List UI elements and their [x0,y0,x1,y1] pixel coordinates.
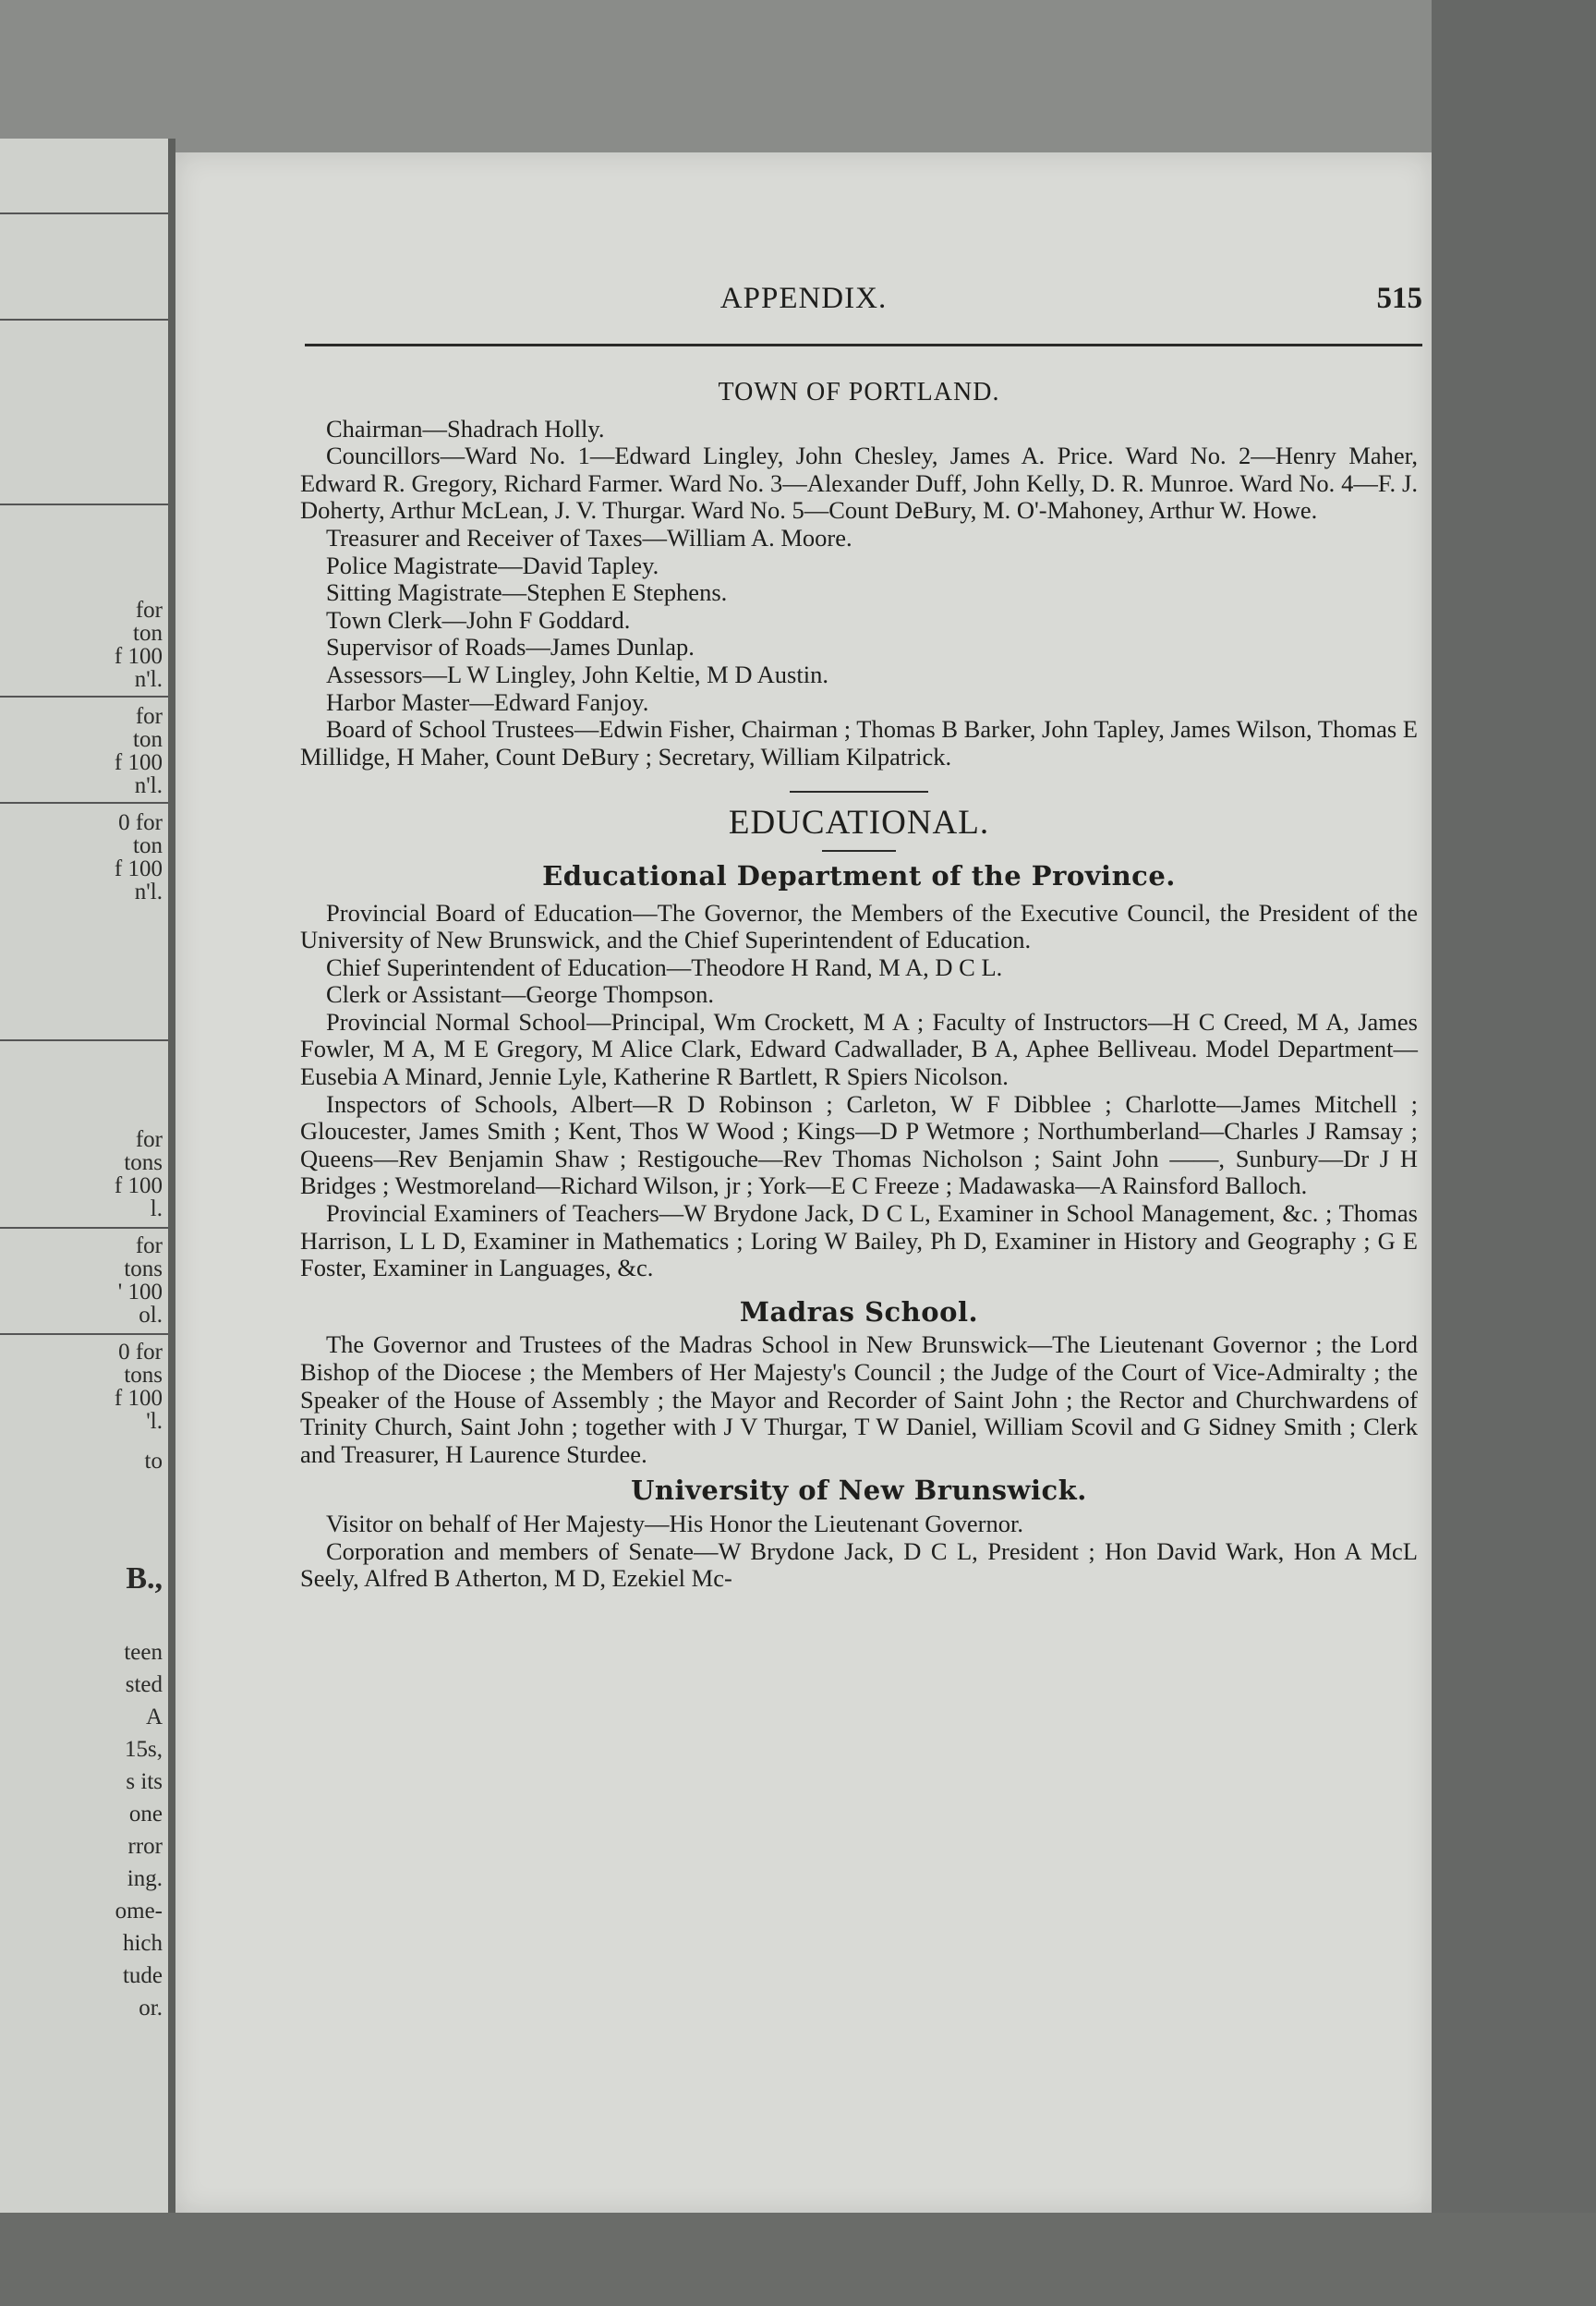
entry-councillors: Councillors—Ward No. 1—Edward Lingley, John Chesley, James A. Price. Ward No. 2—Henry Maher, Edward R. Gregory, Richard Farmer. Ward No. 3—Alexander Duff, John Kelly, D. R. Munroe. Ward No. 4—F. J. Doherty, Arthur McLean, J. V. Thurgar. Ward No. 5—Count DeBury, M. O'-Mahoney, Arthur W. Howe. [300,442,1418,525]
fragment-text: f 100 [114,750,163,775]
fragment-text: ton [133,833,163,858]
running-title: APPENDIX. [719,282,888,315]
fragment-text: l. [150,1196,163,1221]
fragment-text: n'l. [134,773,163,798]
section-title-educational: EDUCATIONAL. [728,804,990,843]
fragment-text: rror [127,1834,163,1859]
facing-page-rule [0,696,168,698]
fragment-text: or. [139,1996,163,2021]
book-page [175,152,1432,2213]
fragment-text: B., [126,1561,163,1596]
entry-sitting-magistrate: Sitting Magistrate—Stephen E Stephens. [326,578,728,607]
entry-school-trustees: Board of School Trustees—Edwin Fisher, Chairman ; Thomas B Barker, John Tapley, James Wilson, Thomas E Millidge, H Maher, Count DeBury ; Secretary, William Kilpatrick. [300,715,1418,771]
fragment-text: 0 for [118,810,163,835]
fragment-text: tude [122,1963,163,1988]
fragment-text: sted [125,1672,163,1697]
fragment-text: 0 for [118,1340,163,1365]
fragment-text: tons [124,1256,163,1281]
fragment-text: for [135,1233,163,1258]
fragment-text: ton [133,727,163,752]
facing-page-rule [0,802,168,804]
scan-backdrop [0,0,1596,157]
fragment-text: teen [124,1640,163,1665]
fragment-text: A [145,1705,163,1730]
fragment-text: 'l. [146,1409,163,1434]
fragment-text: one [128,1802,163,1827]
fragment-text: 15s, [125,1737,163,1762]
fragment-text: to [144,1449,163,1474]
fragment-text: f 100 [114,1386,163,1411]
facing-page-rule [0,212,168,214]
header-rule [305,344,1422,346]
fragment-text: f 100 [114,856,163,881]
entry-supervisor-roads: Supervisor of Roads—James Dunlap. [326,633,695,661]
fragment-text: hich [122,1931,163,1956]
entry-treasurer: Treasurer and Receiver of Taxes—William A. Moore. [326,523,852,552]
entry-madras-trustees: The Governor and Trustees of the Madras School in New Brunswick—The Lieutenant Governor ; the Lord Bishop of the Diocese ; the Members of Her Majesty's Council ; the Judge of the Court of Vice-Admiralty ; the Speaker of the House of Assembly ; the Mayor and Recorder of Saint John ; the Rector and Churchwardens of Trinity Church, Saint John ; together with J V Thurgar, T W Daniel, William Scovil and G Sidney Smith ; Clerk and Treasurer, H Laurence Sturdee. [300,1330,1418,1468]
book-gutter [168,139,175,2213]
fragment-text: for [135,1127,163,1152]
entry-clerk-assistant: Clerk or Assistant—George Thompson. [326,980,715,1009]
facing-page-rule [0,319,168,321]
entry-examiners: Provincial Examiners of Teachers—W Brydone Jack, D C L, Examiner in School Management, &c. ; Thomas Harrison, L L D, Examiner in Mathematics ; Loring W Bailey, Ph D, Examiner in History and Geography ; G E Foster, Examiner in Languages, &c. [300,1199,1418,1282]
fragment-text: s its [126,1769,163,1794]
fragment-text: ' 100 [117,1280,163,1305]
facing-page-rule [0,504,168,505]
entry-town-clerk: Town Clerk—John F Goddard. [326,605,631,634]
fragment-text: for [135,598,163,623]
section-divider [790,791,928,793]
page-number: 515 [1376,282,1422,315]
title-underline [822,850,896,852]
fragment-text: tons [124,1150,163,1175]
fragment-text: ol. [139,1303,163,1328]
entry-harbor-master: Harbor Master—Edward Fanjoy. [326,687,649,716]
entry-visitor: Visitor on behalf of Her Majesty—His Honor the Lieutenant Governor. [326,1509,1023,1537]
fragment-text: f 100 [114,1173,163,1198]
scan-backdrop-bottom [0,2213,1596,2306]
section-title-portland: TOWN OF PORTLAND. [718,378,1000,407]
subsection-title-department: Educational Department of the Province. [542,859,1176,892]
entry-chief-superintendent: Chief Superintendent of Education—Theodore H Rand, M A, D C L. [326,953,1003,981]
scan-backdrop-right [1432,0,1596,2306]
fragment-text: tons [124,1363,163,1388]
page-body [300,379,1418,1593]
entry-corporation-senate: Corporation and members of Senate—W Brydone Jack, D C L, President ; Hon David Wark, Hon A McL Seely, Alfred B Atherton, M D, Ezekiel Mc- [300,1536,1418,1593]
fragment-text: n'l. [134,880,163,904]
running-header [296,282,1422,337]
entry-chairman: Chairman—Shadrach Holly. [326,414,605,443]
facing-page-fragment [0,139,168,2213]
fragment-text: ton [133,621,163,646]
fragment-text: ing. [127,1866,163,1891]
entry-normal-school: Provincial Normal School—Principal, Wm Crockett, M A ; Faculty of Instructors—H C Creed, M A, James Fowler, M A, M E Gregory, M Alice Clark, Edward Cadwallader, B A, Aphee Belliveau. Model Department—Eusebia A Minard, Jennie Lyle, Katherine R Bartlett, R Spiers Nicolson. [300,1007,1418,1091]
entry-assessors: Assessors—L W Lingley, John Keltie, M D Austin. [326,660,828,688]
fragment-text: for [135,704,163,729]
subsection-title-madras: Madras School. [739,1295,979,1328]
fragment-text: n'l. [134,667,163,692]
fragment-text: ome- [115,1899,163,1924]
entry-provincial-board: Provincial Board of Education—The Governor, the Members of the Executive Council, the President of the University of New Brunswick, and the Chief Superintendent of Education. [300,898,1418,954]
entry-police-magistrate: Police Magistrate—David Tapley. [326,551,659,579]
facing-page-rule [0,1039,168,1041]
fragment-text: f 100 [114,644,163,669]
facing-page-rule [0,1227,168,1229]
subsection-title-university: University of New Brunswick. [631,1475,1087,1507]
facing-page-rule [0,1333,168,1335]
entry-inspectors: Inspectors of Schools, Albert—R D Robinson ; Carleton, W F Dibblee ; Charlotte—James Mitchell ; Gloucester, James Smith ; Kent, Thos W Wood ; Kings—D P Wetmore ; Northumberland—Charles J Ramsay ; Queens—Rev Benjamin Shaw ; Restigouche—Rev Thomas Nicholson ; Saint John ——, Sunbury—Dr J H Bridges ; Westmoreland—Richard Wilson, jr ; York—E C Freeze ; Madawaska—A Rainsford Balloch. [300,1089,1418,1200]
